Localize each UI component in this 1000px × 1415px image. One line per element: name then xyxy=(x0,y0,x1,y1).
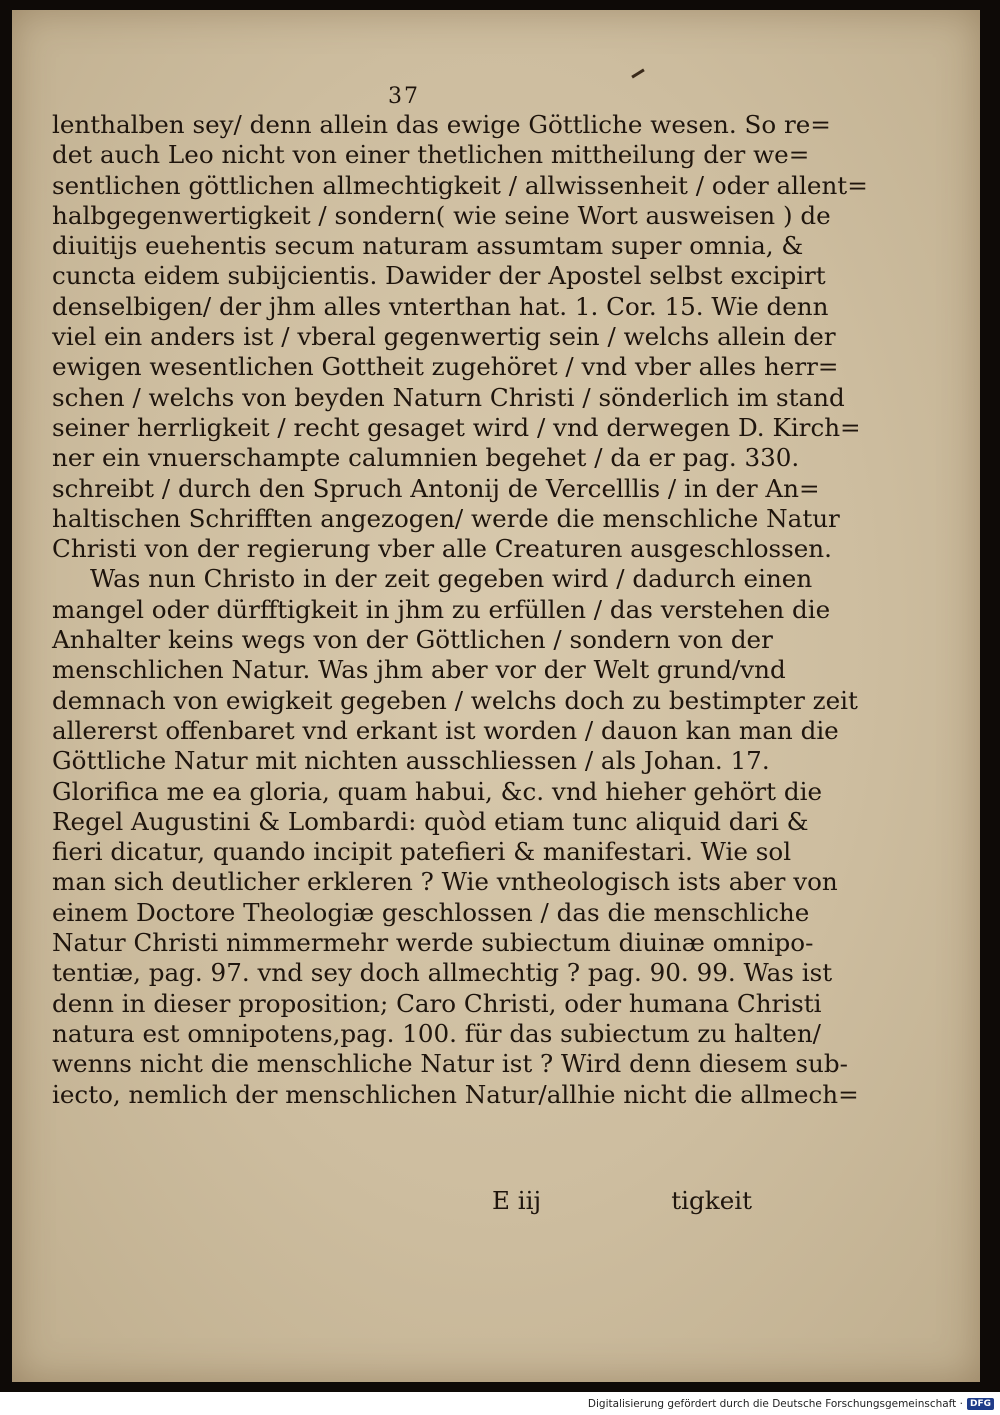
text-line: natura est omnipotens,pag. 100. für das subiectum zu halten/ xyxy=(52,1018,821,1048)
text-line: diuitijs euehentis secum naturam assumtam super omnia, & xyxy=(52,231,804,261)
digitization-credit xyxy=(588,1396,994,1412)
text-line: det auch Leo nicht von einer thetlichen mittheilung der we= xyxy=(52,140,810,170)
text-line: menschlichen Natur. Was jhm aber vor der Welt grund/vnd xyxy=(52,655,786,685)
text-line: Was nun Christo in der zeit gegeben wird / dadurch einen xyxy=(90,564,813,594)
text-line: Christi von der regierung vber alle Creaturen ausgeschlossen. xyxy=(52,534,832,564)
text-line: Anhalter keins wegs von der Göttlichen / sondern von der xyxy=(52,625,773,655)
text-line: seiner herrligkeit / recht gesaget wird / vnd derwegen D. Kirch= xyxy=(52,412,861,442)
text-line: man sich deutlicher erkleren ? Wie vntheologisch ists aber von xyxy=(52,867,838,897)
catchword: tigkeit xyxy=(671,1186,752,1215)
text-line: mangel oder dürfftigkeit in jhm zu erfüllen / das verstehen die xyxy=(52,594,831,624)
text-block xyxy=(52,110,868,1110)
text-line: schen / welchs von beyden Naturn Christi / sönderlich im stand xyxy=(52,382,845,412)
text-line: ewigen wesentlichen Gottheit zugehöret / vnd vber alles herr= xyxy=(52,352,839,382)
text-line: denn in dieser proposition; Caro Christi, oder humana Christi xyxy=(52,988,822,1018)
text-line: Göttliche Natur mit nichten ausschliessen / als Johan. 17. xyxy=(52,746,770,776)
text-line: allererst offenbaret vnd erkant ist worden / dauon kan man die xyxy=(52,715,839,745)
text-line: viel ein anders ist / vberal gegenwertig sein / welchs allein der xyxy=(52,322,836,352)
text-line: wenns nicht die menschliche Natur ist ? Wird denn diesem sub- xyxy=(52,1049,848,1079)
text-line: lenthalben sey/ denn allein das ewige Göttliche wesen. So re= xyxy=(52,110,831,139)
text-line: fieri dicatur, quando incipit patefieri & manifestari. Wie sol xyxy=(52,837,792,867)
text-line: Glorifica me ea gloria, quam habui, &c. vnd hieher gehört die xyxy=(52,776,823,806)
text-line: Regel Augustini & Lombardi: quòd etiam tunc aliquid dari & xyxy=(52,806,809,836)
signature-mark: E iij xyxy=(492,1186,542,1215)
text-line: tentiæ, pag. 97. vnd sey doch allmechtig ? pag. 90. 99. Was ist xyxy=(52,958,833,988)
text-line: schreibt / durch den Spruch Antonij de Vercelllis / in der An= xyxy=(52,473,820,503)
page-footer xyxy=(52,1186,760,1220)
dfg-logo-icon: DFG xyxy=(967,1398,994,1410)
credit-text: Digitalisierung gefördert durch die Deutsche Forschungsgemeinschaft · xyxy=(587,1398,963,1410)
text-line: cuncta eidem subijcientis. Dawider der Apostel selbst excipirt xyxy=(52,261,826,291)
text-line: halbgegenwertigkeit / sondern( wie seine Wort ausweisen ) de xyxy=(52,200,831,230)
text-line: ner ein vnuerschampte calumnien begehet / da er pag. 330. xyxy=(52,443,800,473)
text-line: demnach von ewigkeit gegeben / welchs doch zu bestimpter zeit xyxy=(52,685,858,715)
page-number: 37 xyxy=(388,84,420,109)
text-line: iecto, nemlich der menschlichen Natur/allhie nicht die allmech= xyxy=(52,1079,859,1109)
text-line: denselbigen/ der jhm alles vnterthan hat. 1. Cor. 15. Wie denn xyxy=(52,291,829,321)
text-line: einem Doctore Theologiæ geschlossen / das die menschliche xyxy=(52,897,810,927)
text-line: haltischen Schrifften angezogen/ werde die menschliche Natur xyxy=(52,503,840,533)
text-line: Natur Christi nimmermehr werde subiectum diuinæ omnipo- xyxy=(52,928,814,958)
text-line: sentlichen göttlichen allmechtigkeit / allwissenheit / oder allent= xyxy=(52,170,868,200)
